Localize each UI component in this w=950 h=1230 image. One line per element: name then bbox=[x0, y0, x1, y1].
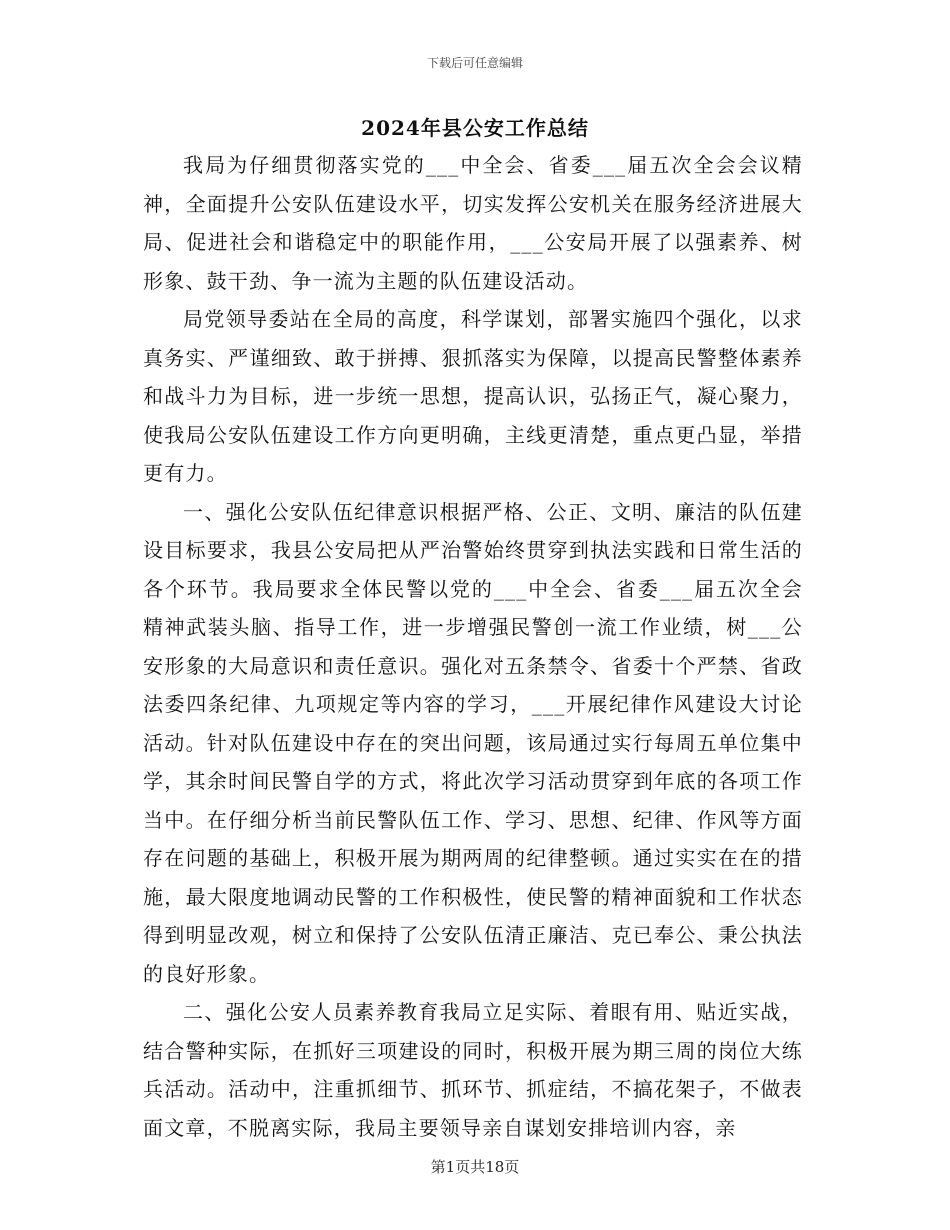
page-number: 第1页共18页 bbox=[430, 1158, 520, 1176]
header-note: 下载后可任意编辑 bbox=[426, 56, 523, 70]
paragraph-section-one: 一、强化公安队伍纪律意识根据严格、公正、文明、廉洁的队伍建设目标要求，我县公安局把从严治警始终贯穿到执法实践和日常生活的各个环节。我局要求全体民警以党的___中全会、省委___届五次全会精神武装头脑、指导工作，进一步增强民警创一流工作业绩，树___公安形象的大局意识和责任意识。强化对五条禁令、省委十个严禁、省政法委四条纪律、九项规定等内容的学习，___开展纪律作风建设大讨论活动。针对队伍建设中存在的突出问题，该局通过实行每周五单位集中学，其余时间民警自学的方式，将此次学习活动贯穿到年底的各项工作当中。在仔细分析当前民警队伍工作、学习、思想、纪律、作风等方面存在问题的基础上，积极开展为期两周的纪律整顿。通过实实在在的措施，最大限度地调动民警的工作积极性，使民警的精神面貌和工作状态得到明显改观，树立和保持了公安队伍清正廉洁、克已奉公、秉公执法的良好形象。 bbox=[143, 499, 803, 986]
paragraph-leadership: 局党领导委站在全局的高度，科学谋划，部署实施四个强化，以求真务实、严谨细致、敢于拼搏、狠抓落实为保障，以提高民警整体素养和战斗力为目标，进一步统一思想，提高认识，弘扬正气，凝心聚力，使我局公安队伍建设工作方向更明确，主线更清楚，重点更凸显，举措更有力。 bbox=[143, 307, 803, 485]
paragraph-intro: 我局为仔细贯彻落实党的___中全会、省委___届五次全会会议精神，全面提升公安队伍建设水平，切实发挥公安机关在服务经济进展大局、促进社会和谐稳定中的职能作用，___公安局开展了以强素养、树形象、鼓干劲、争一流为主题的队伍建设活动。 bbox=[143, 153, 803, 293]
document-title: 2024年县公安工作总结 bbox=[361, 116, 589, 140]
paragraph-section-two: 二、强化公安人员素养教育我局立足实际、着眼有用、贴近实战，结合警种实际，在抓好三项建设的同时，积极开展为期三周的岗位大练兵活动。活动中，注重抓细节、抓环节、抓症结，不搞花架子，不做表面文章，不脱离实际，我局主要领导亲自谋划安排培训内容，亲 bbox=[143, 1000, 803, 1140]
document-body bbox=[143, 146, 803, 1147]
